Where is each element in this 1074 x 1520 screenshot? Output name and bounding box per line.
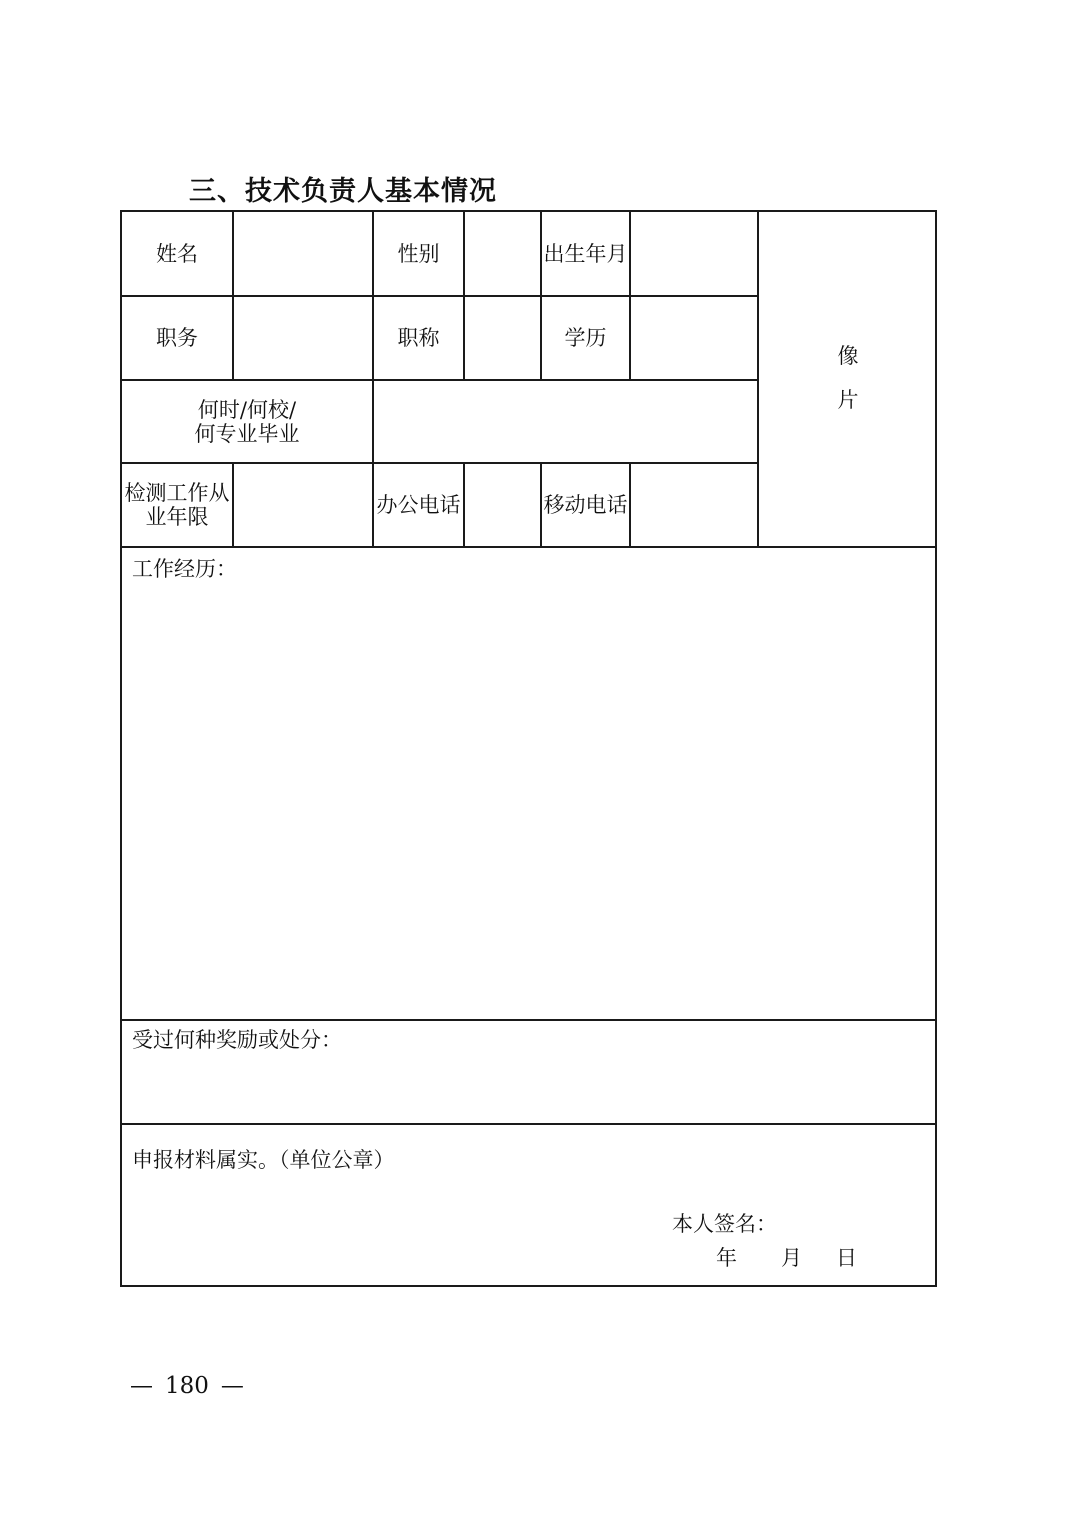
work-years-label-line2: 业年限 bbox=[145, 505, 209, 529]
signature-label[interactable]: 本人签名： bbox=[672, 1212, 777, 1236]
rewards-section[interactable] bbox=[122, 1021, 935, 1123]
birth-date-field[interactable] bbox=[631, 212, 757, 295]
professional-title-label: 职称 bbox=[397, 326, 440, 350]
gender-field[interactable] bbox=[465, 212, 540, 295]
photo-label-char1: 像 bbox=[837, 344, 859, 368]
date-day: 日 bbox=[836, 1246, 857, 1270]
declaration-label: 申报材料属实。（单位公章） bbox=[132, 1148, 395, 1172]
gender-label: 性别 bbox=[397, 241, 440, 266]
work-experience-label: 工作经历： bbox=[132, 557, 237, 581]
footer-dash-right: — bbox=[220, 1373, 244, 1399]
birth-date-label: 出生年月 bbox=[543, 241, 628, 266]
graduation-label bbox=[122, 381, 372, 462]
professional-title-field[interactable] bbox=[465, 297, 540, 379]
declaration-section bbox=[122, 1125, 935, 1285]
graduation-label-line1: 何时/何校/ bbox=[197, 397, 297, 422]
work-experience-section[interactable] bbox=[122, 548, 935, 1019]
mobile-phone-field[interactable] bbox=[631, 464, 757, 546]
page-number: 180 bbox=[165, 1373, 209, 1399]
graduation-label-line2: 何专业毕业 bbox=[194, 421, 300, 446]
education-field[interactable] bbox=[631, 297, 757, 379]
office-phone-label: 办公电话 bbox=[376, 493, 461, 517]
name-label: 姓名 bbox=[156, 241, 198, 266]
position-field[interactable] bbox=[234, 297, 372, 379]
position-label: 职务 bbox=[156, 326, 198, 350]
graduation-field[interactable] bbox=[374, 381, 757, 462]
page-footer bbox=[130, 1372, 244, 1400]
education-label: 学历 bbox=[564, 326, 607, 350]
mobile-phone-label: 移动电话 bbox=[543, 493, 628, 517]
name-field[interactable] bbox=[234, 212, 372, 295]
work-years-label-line1: 检测工作从 bbox=[124, 481, 230, 505]
footer-dash-left: — bbox=[130, 1373, 153, 1399]
date-month: 月 bbox=[781, 1246, 802, 1270]
work-years-field[interactable] bbox=[234, 464, 372, 546]
office-phone-field[interactable] bbox=[465, 464, 540, 546]
photo-area[interactable] bbox=[759, 212, 935, 546]
info-form-table bbox=[120, 210, 937, 1287]
page-title: 三、技术负责人基本情况 bbox=[189, 176, 497, 207]
photo-label-char2: 片 bbox=[837, 388, 859, 412]
date-year: 年 bbox=[716, 1246, 737, 1270]
work-years-label bbox=[122, 464, 232, 546]
rewards-label: 受过何种奖励或处分： bbox=[132, 1028, 342, 1052]
